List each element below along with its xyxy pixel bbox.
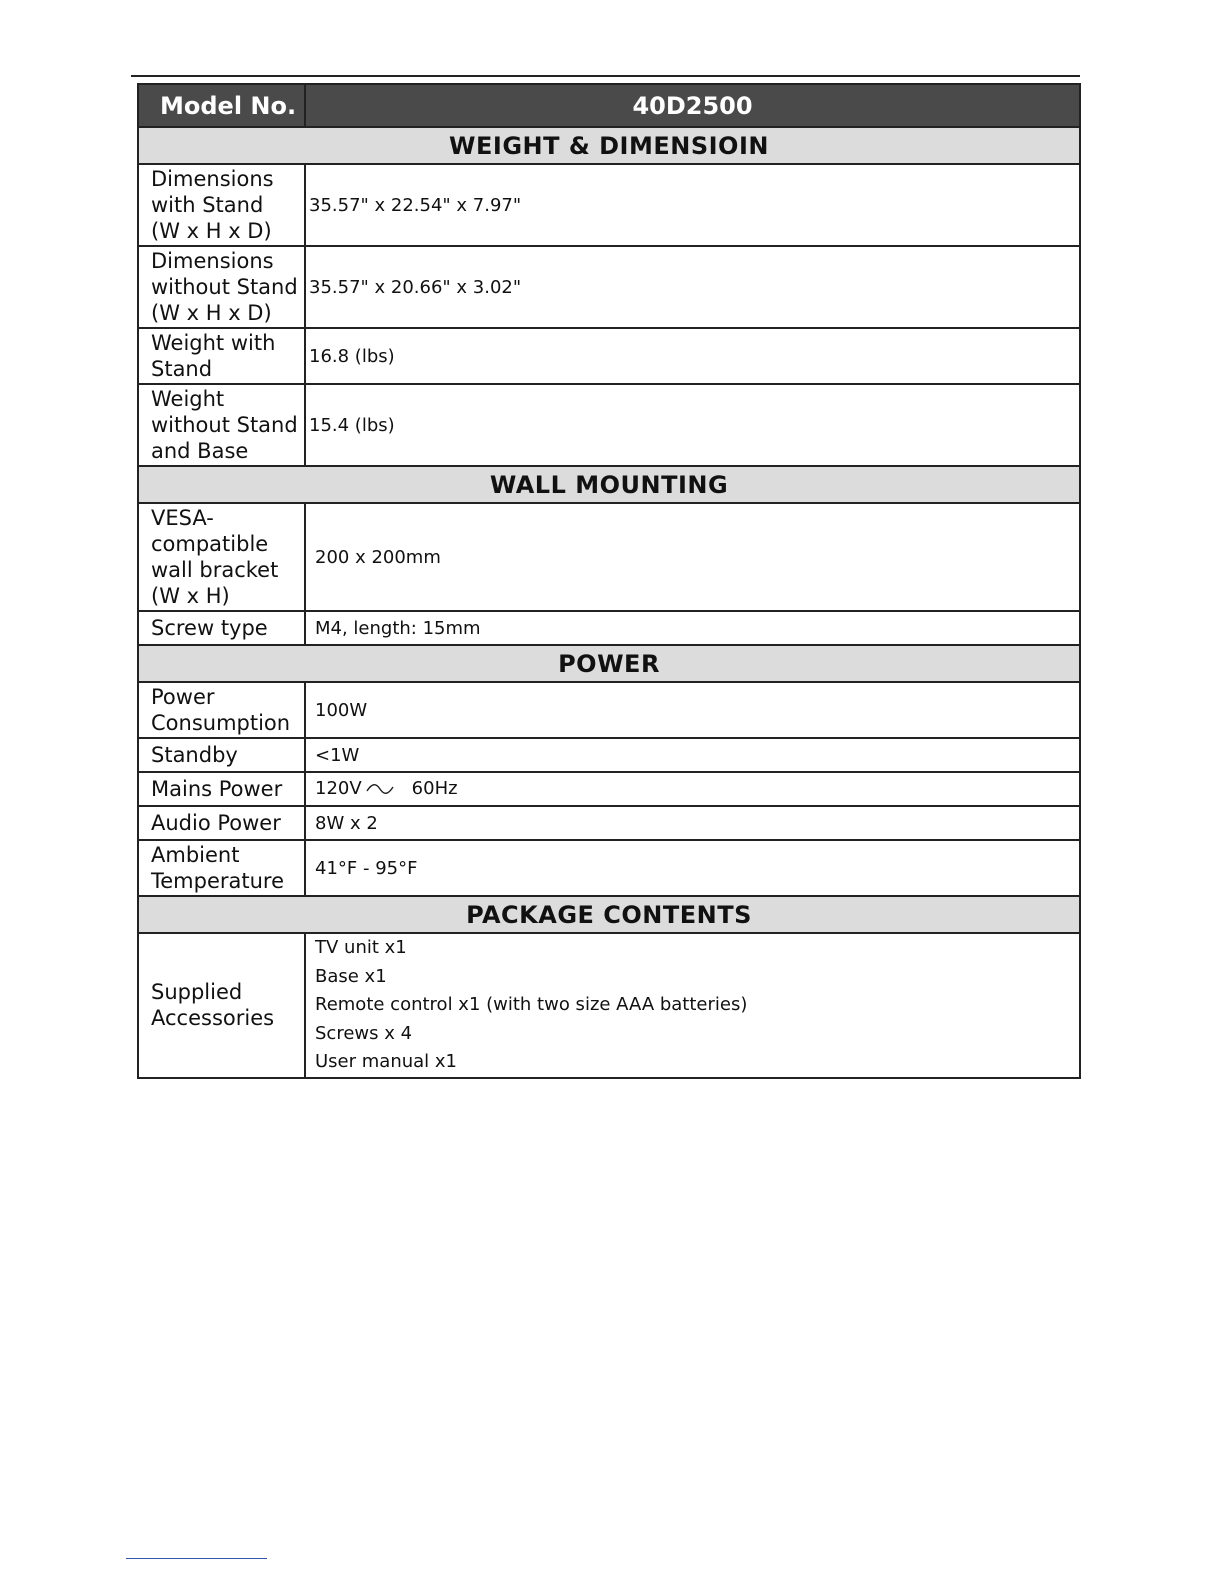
table-row bbox=[138, 503, 1080, 611]
list-item: Base x1 bbox=[315, 965, 387, 987]
table-row bbox=[138, 611, 1080, 645]
header-row bbox=[138, 84, 1080, 127]
row-value: M4, length: 15mm bbox=[305, 611, 1080, 645]
row-label: Screw type bbox=[138, 611, 305, 645]
row-value: 8W x 2 bbox=[305, 806, 1080, 840]
list-item: User manual x1 bbox=[315, 1051, 457, 1073]
spec-table bbox=[137, 83, 1081, 1079]
table-row bbox=[138, 164, 1080, 246]
row-label: Dimensions with Stand (W x H x D) bbox=[138, 164, 305, 246]
row-label: Weight without Stand and Base bbox=[138, 384, 305, 466]
table-row bbox=[138, 933, 1080, 1078]
table-row bbox=[138, 682, 1080, 738]
row-value: 200 x 200mm bbox=[305, 503, 1080, 611]
section-title: WALL MOUNTING bbox=[138, 466, 1080, 503]
row-value: 35.57" x 22.54" x 7.97" bbox=[305, 164, 1080, 246]
section-weight bbox=[138, 127, 1080, 164]
accessories-list bbox=[305, 933, 1080, 1078]
table-row bbox=[138, 246, 1080, 328]
row-label: Power Consumption bbox=[138, 682, 305, 738]
footnote-rule bbox=[126, 1558, 267, 1559]
row-value bbox=[305, 772, 1080, 806]
row-value: <1W bbox=[305, 738, 1080, 772]
table-row bbox=[138, 840, 1080, 896]
table-row bbox=[138, 738, 1080, 772]
row-label: Mains Power bbox=[138, 772, 305, 806]
list-item: Remote control x1 (with two size AAA batteries) bbox=[315, 994, 748, 1016]
section-wall bbox=[138, 466, 1080, 503]
row-label: Dimensions without Stand (W x H x D) bbox=[138, 246, 305, 328]
table-row bbox=[138, 328, 1080, 384]
section-title: WEIGHT & DIMENSIOIN bbox=[138, 127, 1080, 164]
ac-wave-icon bbox=[366, 779, 394, 800]
model-label: Model No. bbox=[138, 84, 305, 127]
row-label: Standby bbox=[138, 738, 305, 772]
row-label: Audio Power bbox=[138, 806, 305, 840]
row-label: Supplied Accessories bbox=[138, 933, 305, 1078]
section-power bbox=[138, 645, 1080, 682]
top-rule bbox=[131, 75, 1080, 77]
list-item: TV unit x1 bbox=[315, 937, 407, 958]
row-label: Weight with Stand bbox=[138, 328, 305, 384]
section-title: POWER bbox=[138, 645, 1080, 682]
table-row bbox=[138, 384, 1080, 466]
section-package bbox=[138, 896, 1080, 933]
voltage-value: 120V bbox=[315, 778, 362, 800]
model-number: 40D2500 bbox=[305, 84, 1080, 127]
row-value: 15.4 (lbs) bbox=[305, 384, 1080, 466]
table-row bbox=[138, 806, 1080, 840]
row-value: 41°F - 95°F bbox=[305, 840, 1080, 896]
row-value: 35.57" x 20.66" x 3.02" bbox=[305, 246, 1080, 328]
row-label: Ambient Temperature bbox=[138, 840, 305, 896]
list-item: Screws x 4 bbox=[315, 1022, 413, 1044]
row-value: 16.8 (lbs) bbox=[305, 328, 1080, 384]
row-label: VESA- compatible wall bracket (W x H) bbox=[138, 503, 305, 611]
frequency-value: 60Hz bbox=[411, 778, 458, 800]
table-row bbox=[138, 772, 1080, 806]
row-value: 100W bbox=[305, 682, 1080, 738]
section-title: PACKAGE CONTENTS bbox=[138, 896, 1080, 933]
